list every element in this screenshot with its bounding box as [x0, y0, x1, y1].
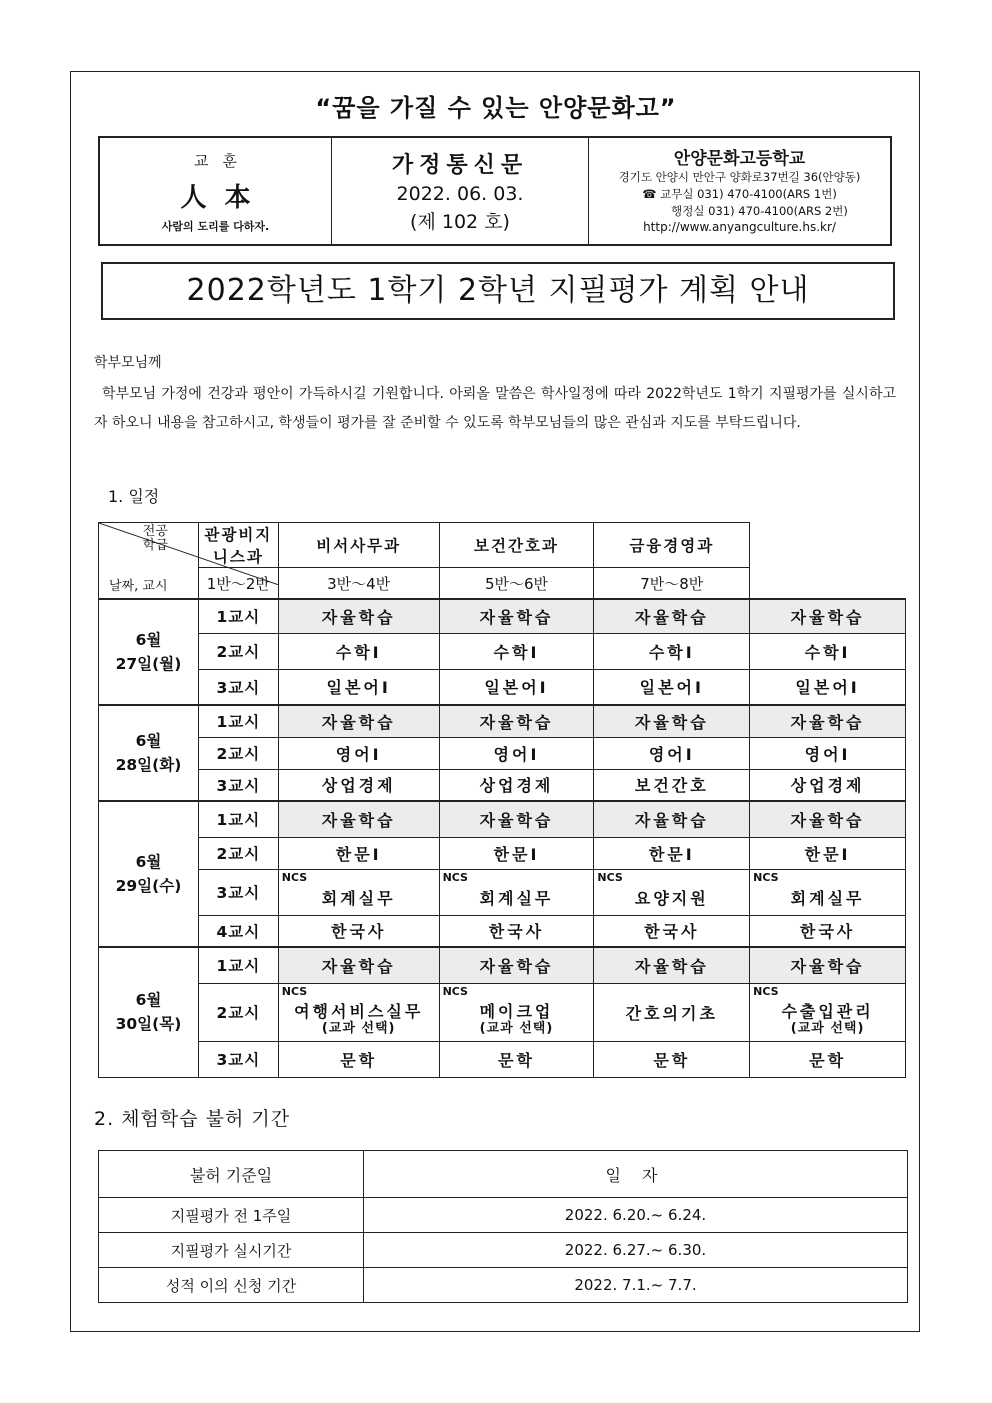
exam-subject-cell: [594, 669, 750, 705]
exam-subject-cell: [750, 947, 906, 983]
exam-subject: 일본어Ⅰ: [484, 678, 549, 698]
exam-subject-cell: [439, 705, 594, 737]
exam-subject-cell: [594, 983, 750, 1041]
ncs-tag: NCS: [753, 870, 779, 884]
school-name: 안양문화고등학교: [673, 149, 806, 169]
exam-subject-cell: [594, 633, 750, 669]
exam-subject: 자율학습: [479, 607, 554, 627]
exam-subject: 한국사: [331, 922, 387, 942]
exam-subject-cell: [594, 599, 750, 633]
subject-note: (교과 선택): [479, 1020, 554, 1036]
exam-subject-cell: [278, 869, 439, 915]
ncs-tag: NCS: [281, 870, 308, 884]
corner-top-label: 전공 학급: [142, 524, 168, 553]
perm-header-basis: 불허 기준일: [99, 1151, 364, 1198]
class-range: 7반～8반: [594, 568, 750, 600]
dept-header: 금융경영과: [594, 523, 750, 568]
exam-period: 1교시: [198, 947, 278, 983]
exam-subject: 일본어Ⅰ: [795, 678, 860, 698]
exam-subject-cell: [278, 837, 439, 869]
perm-basis: 지필평가 실시기간: [99, 1233, 364, 1268]
exam-subject: 한문Ⅰ: [335, 844, 382, 864]
exam-subject: 문학: [498, 1050, 535, 1070]
no-field-trip-table: [98, 1150, 908, 1303]
exam-subject-cell: [750, 633, 906, 669]
exam-period: 1교시: [198, 801, 278, 837]
section-2-heading: 2. 체험학습 불허 기간: [94, 1108, 291, 1130]
exam-subject: 자율학습: [790, 607, 865, 627]
perm-basis: 지필평가 전 1주일: [99, 1198, 364, 1233]
exam-period: 2교시: [198, 983, 278, 1041]
exam-period: 1교시: [198, 599, 278, 633]
exam-subject: 수학Ⅰ: [648, 642, 695, 662]
exam-subject: 요양지원: [634, 888, 709, 908]
exam-subject-cell: [278, 1041, 439, 1077]
perm-dates: 2022. 6.20.~ 6.24.: [364, 1198, 908, 1233]
newsletter-panel: [332, 138, 589, 244]
exam-subject: 영어Ⅰ: [804, 744, 851, 764]
exam-subject: 수학Ⅰ: [335, 642, 382, 662]
exam-subject-cell: [594, 869, 750, 915]
exam-subject: 문학: [653, 1050, 691, 1070]
exam-subject-cell: [594, 837, 750, 869]
perm-header-dates: 일 자: [364, 1151, 908, 1198]
exam-subject-cell: [594, 947, 750, 983]
perm-dates: 2022. 7.1.~ 7.7.: [364, 1268, 908, 1303]
exam-subject-cell: [594, 769, 750, 801]
exam-subject: 자율학습: [634, 956, 709, 976]
exam-subject-cell: [278, 599, 439, 633]
exam-subject: 자율학습: [634, 810, 709, 830]
exam-date-day: 29일(수): [115, 877, 182, 895]
newsletter-title: 가정통신문: [391, 153, 529, 178]
document-title: 2022학년도 1학기 2학년 지필평가 계획 안내: [101, 262, 895, 320]
exam-subject: 보건간호: [634, 776, 709, 796]
exam-subject: 자율학습: [790, 712, 865, 732]
exam-subject-cell: [750, 769, 906, 801]
exam-period: 2교시: [198, 633, 278, 669]
exam-period: 2교시: [198, 737, 278, 769]
school-phone-1: ☎ 교무실 031) 470-4100(ARS 1번): [642, 187, 837, 201]
exam-subject: 여행서비스실무: [294, 1001, 424, 1021]
exam-subject-cell: [439, 915, 594, 947]
exam-subject: 영어Ⅰ: [648, 744, 695, 764]
exam-subject-cell: [750, 869, 906, 915]
exam-subject-cell: [594, 705, 750, 737]
corner-header: [99, 523, 199, 600]
exam-subject: 한문Ⅰ: [493, 844, 540, 864]
exam-subject-cell: [439, 599, 594, 633]
exam-subject-cell: [278, 983, 439, 1041]
exam-subject-cell: [594, 1041, 750, 1077]
dept-header: 비서사무과: [278, 523, 439, 568]
exam-subject-cell: [278, 633, 439, 669]
exam-subject-cell: [439, 737, 594, 769]
exam-period: 1교시: [198, 705, 278, 737]
exam-date: [99, 947, 199, 1077]
exam-subject: 상업경제: [790, 776, 865, 796]
exam-subject: 자율학습: [634, 607, 709, 627]
exam-date-day: 28일(화): [115, 756, 182, 774]
exam-subject-cell: [439, 983, 594, 1041]
exam-subject: 수학Ⅰ: [493, 642, 540, 662]
exam-subject-cell: [750, 705, 906, 737]
exam-subject: 한국사: [488, 922, 545, 942]
motto-sub: 사람의 도리를 다하자.: [161, 220, 270, 233]
exam-subject: 자율학습: [790, 956, 865, 976]
dept-header: 관광비지니스과: [198, 523, 278, 568]
section-1-heading: 1. 일정: [108, 487, 160, 506]
exam-subject-cell: [278, 947, 439, 983]
exam-subject-cell: [750, 669, 906, 705]
exam-subject: 자율학습: [479, 712, 554, 732]
exam-subject: 자율학습: [479, 810, 554, 830]
exam-subject-cell: [750, 983, 906, 1041]
exam-subject: 일본어Ⅰ: [639, 678, 704, 698]
exam-date-month: 6월: [135, 732, 162, 750]
exam-subject-cell: [278, 737, 439, 769]
ncs-tag: NCS: [442, 870, 468, 884]
exam-period: 2교시: [198, 837, 278, 869]
intro-paragraph: [94, 380, 896, 438]
exam-date-day: 27일(월): [115, 655, 182, 673]
exam-subject: 회계실무: [790, 888, 865, 908]
exam-period: 3교시: [198, 869, 278, 915]
letter-header: [98, 136, 892, 246]
exam-subject: 문학: [809, 1050, 847, 1070]
exam-subject: 수출입관리: [781, 1001, 874, 1021]
exam-period: 3교시: [198, 669, 278, 705]
exam-period: 3교시: [198, 1041, 278, 1077]
exam-subject: 자율학습: [634, 712, 709, 732]
exam-subject-cell: [750, 801, 906, 837]
newsletter-date: 2022. 06. 03.: [396, 183, 524, 205]
exam-subject-cell: [439, 947, 594, 983]
exam-subject-cell: [439, 769, 594, 801]
school-address: 경기도 안양시 만안구 양화로37번길 36(안양동): [618, 170, 861, 184]
newsletter-issue: (제 102 호): [410, 211, 510, 233]
exam-subject-cell: [439, 633, 594, 669]
exam-date-month: 6월: [135, 631, 162, 649]
perm-dates: 2022. 6.27.~ 6.30.: [364, 1233, 908, 1268]
exam-subject-cell: [439, 1041, 594, 1077]
exam-subject: 한문Ⅰ: [804, 844, 851, 864]
exam-subject: 자율학습: [790, 810, 865, 830]
exam-subject-cell: [750, 837, 906, 869]
ncs-tag: NCS: [442, 984, 468, 998]
school-url[interactable]: http://www.anyangculture.hs.kr/: [643, 220, 836, 234]
exam-period: 3교시: [198, 769, 278, 801]
exam-subject-cell: [278, 915, 439, 947]
exam-subject-cell: [594, 915, 750, 947]
exam-subject: 한문Ⅰ: [648, 844, 695, 864]
ncs-tag: NCS: [281, 984, 308, 998]
class-range: 1반～2반: [198, 568, 278, 600]
exam-subject: 일본어Ⅰ: [326, 678, 391, 698]
ncs-tag: NCS: [753, 984, 779, 998]
exam-date: [99, 801, 199, 947]
exam-date-month: 6월: [135, 991, 162, 1010]
subject-note: (교과 선택): [790, 1020, 865, 1036]
exam-subject: 문학: [340, 1050, 378, 1070]
exam-subject-cell: [594, 801, 750, 837]
exam-subject: 한국사: [799, 922, 856, 942]
exam-date: [99, 599, 199, 705]
exam-subject: 자율학습: [321, 712, 396, 732]
exam-subject: 영어Ⅰ: [335, 744, 382, 764]
exam-subject: 상업경제: [479, 776, 554, 796]
exam-subject-cell: [750, 915, 906, 947]
exam-subject: 메이크업: [479, 1001, 554, 1021]
school-info-panel: [589, 138, 890, 244]
exam-subject-cell: [278, 769, 439, 801]
exam-schedule-table: [98, 522, 906, 1078]
motto-label: 교훈: [194, 152, 251, 170]
exam-subject-cell: [750, 737, 906, 769]
corner-bottom-label: 날짜, 교시: [109, 579, 168, 594]
exam-date-day: 30일(목): [115, 1015, 182, 1034]
exam-subject-cell: [278, 705, 439, 737]
exam-subject: 자율학습: [321, 956, 396, 976]
exam-subject-cell: [439, 837, 594, 869]
class-range: 3반～4반: [278, 568, 439, 600]
exam-subject-cell: [439, 869, 594, 915]
intro-text: 학부모님 가정에 건강과 평안이 가득하시길 기원합니다. 아뢰올 말씀은 학사일정에 따라 2022학년도 1학기 지필평가를 실시하고자 하오니 내용을 참고하시고, 학생들이 평가를 잘 준비할 수 있도록 학부모님들의 많은 관심과 지도를 부탁드립니다.: [94, 386, 896, 431]
exam-subject: 영어Ⅰ: [493, 744, 540, 764]
school-phone-2: 행정실 031) 470-4100(ARS 2번): [671, 204, 848, 218]
exam-date-month: 6월: [135, 853, 162, 871]
exam-subject: 간호의기초: [625, 1003, 718, 1023]
exam-subject-cell: [439, 801, 594, 837]
exam-subject-cell: [278, 669, 439, 705]
subject-note: (교과 선택): [321, 1020, 396, 1036]
motto-panel: [100, 138, 332, 244]
exam-subject-cell: [594, 737, 750, 769]
perm-basis: 성적 이의 신청 기간: [99, 1268, 364, 1303]
exam-subject: 회계실무: [321, 888, 396, 908]
exam-subject: 자율학습: [321, 607, 396, 627]
exam-subject-cell: [750, 1041, 906, 1077]
exam-subject: 상업경제: [321, 776, 396, 796]
exam-date: [99, 705, 199, 801]
exam-subject: 한국사: [644, 922, 700, 942]
exam-subject-cell: [439, 669, 594, 705]
exam-subject: 자율학습: [479, 956, 554, 976]
exam-subject-cell: [750, 599, 906, 633]
exam-subject: 회계실무: [479, 888, 554, 908]
exam-period: 4교시: [198, 915, 278, 947]
dept-header: 보건간호과: [439, 523, 594, 568]
greeting: 학부모님께: [94, 355, 162, 371]
exam-subject-cell: [278, 801, 439, 837]
school-slogan: “꿈을 가질 수 있는 안양문화고”: [315, 94, 677, 122]
motto-main: 人本: [180, 183, 269, 213]
exam-subject: 자율학습: [321, 810, 396, 830]
ncs-tag: NCS: [597, 870, 623, 884]
class-range: 5반～6반: [439, 568, 594, 600]
exam-subject: 수학Ⅰ: [804, 642, 851, 662]
